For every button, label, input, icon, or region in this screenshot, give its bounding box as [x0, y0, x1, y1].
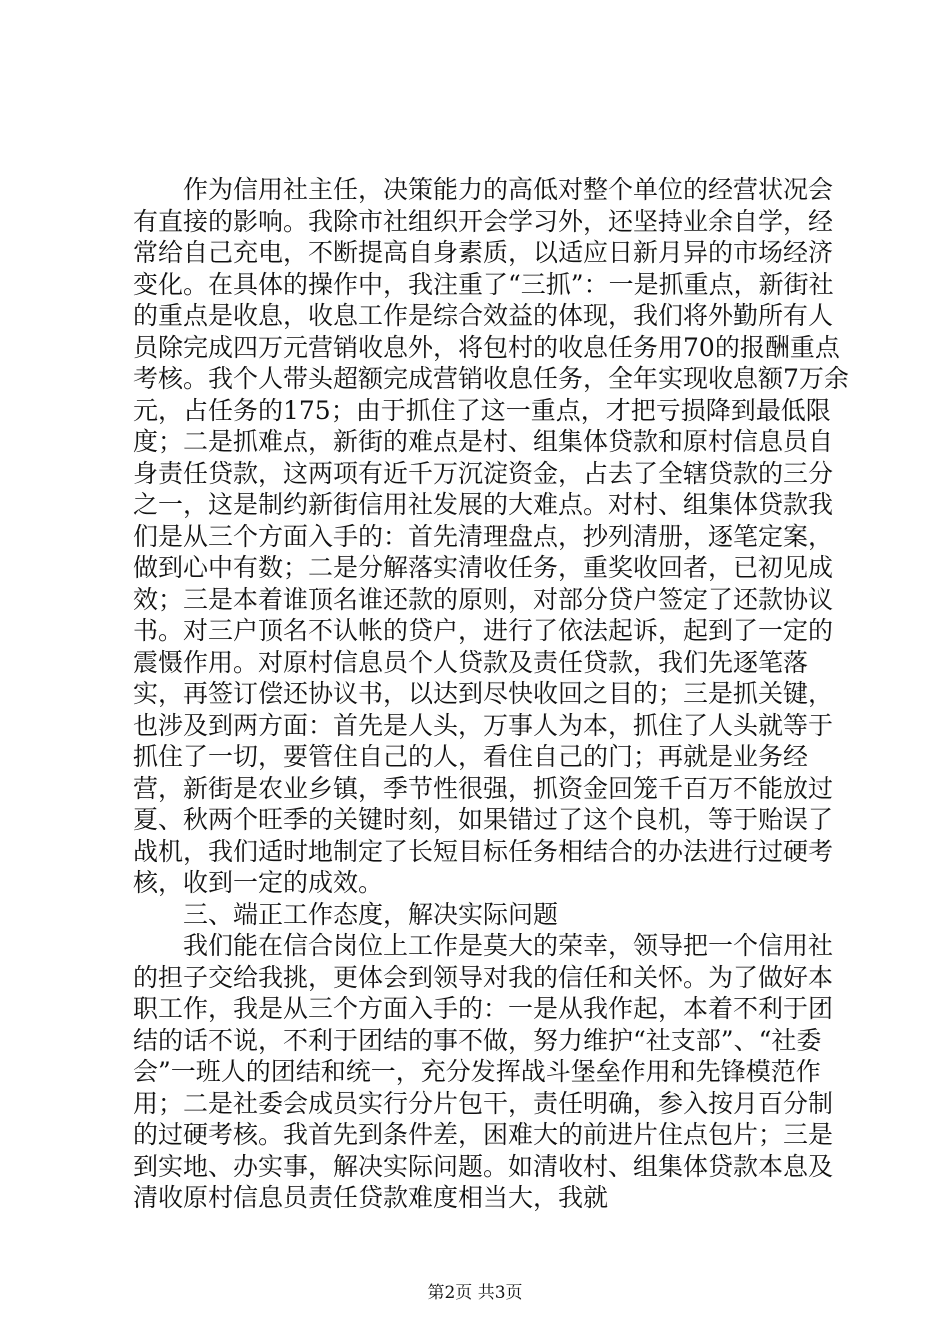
- body-paragraph: 作为信用社主任，决策能力的高低对整个单位的经营状况会有直接的影响。我除市社组织开会学习外，还坚持业余自学，经常给自己充电，不断提高自身素质，以适应日新月异的市场经济变化。在具体的操作中，我注重了“三抓”：一是抓重点，新街社的重点是收息，收息工作是综合效益的体现，我们将外勤所有人员除完成四万元营销收息外，将包村的收息任务用70的报酬重点考核。我个人带头超额完成营销收息任务，全年实现收息额7万余元，占任务的175；由于抓住了这一重点，才把亏损降到最低限度；二是抓难点，新街的难点是村、组集体贷款和原村信息员自身责任贷款，这两项有近千万沉淀资金，占去了全辖贷款的三分之一，这是制约新街信用社发展的大难点。对村、组集体贷款我们是从三个方面入手的：首先清理盘点，抄列清册，逐笔定案，做到心中有数；二是分解落实清收任务，重奖收回者，已初见成效；三是本着谁顶名谁还款的原则，对部分贷户签定了还款协议书。对三户顶名不认帐的贷户，进行了依法起诉，起到了一定的震慑作用。对原村信息员个人贷款及责任贷款，我们先逐笔落实，再签订偿还协议书，以达到尽快收回之目的；三是抓关键，也涉及到两方面：首先是人头，万事人为本，抓住了人头就等于抓住了一切，要管住自己的人，看住自己的门；再就是业务经营，新街是农业乡镇，季节性很强，抓资金回笼千百万不能放过夏、秋两个旺季的关键时刻，如果错过了这个良机，等于贻误了战机，我们适时地制定了长短目标任务相结合的办法进行过硬考核，收到一定的成效。: [133, 175, 849, 897]
- section-heading: 三、端正工作态度，解决实际问题: [183, 899, 559, 929]
- document-body: [133, 174, 853, 1214]
- page-number-label: 第2页 共3页: [427, 1283, 523, 1303]
- page-footer: [0, 1278, 950, 1303]
- body-paragraph: 我们能在信合岗位上工作是莫大的荣幸，领导把一个信用社的担子交给我挑，更体会到领导对我的信任和关怀。为了做好本职工作，我是从三个方面入手的：一是从我作起，本着不利于团结的话不说，不利于团结的事不做，努力维护“社支部”、“社委会”一班人的团结和统一，充分发挥战斗堡垒作用和先锋模范作用；二是社委会成员实行分片包干，责任明确，参入按月百分制的过硬考核。我首先到条件差，困难大的前进片住点包片；三是到实地、办实事，解决实际问题。如清收村、组集体贷款本息及清收原村信息员责任贷款难度相当大，我就: [133, 931, 834, 1212]
